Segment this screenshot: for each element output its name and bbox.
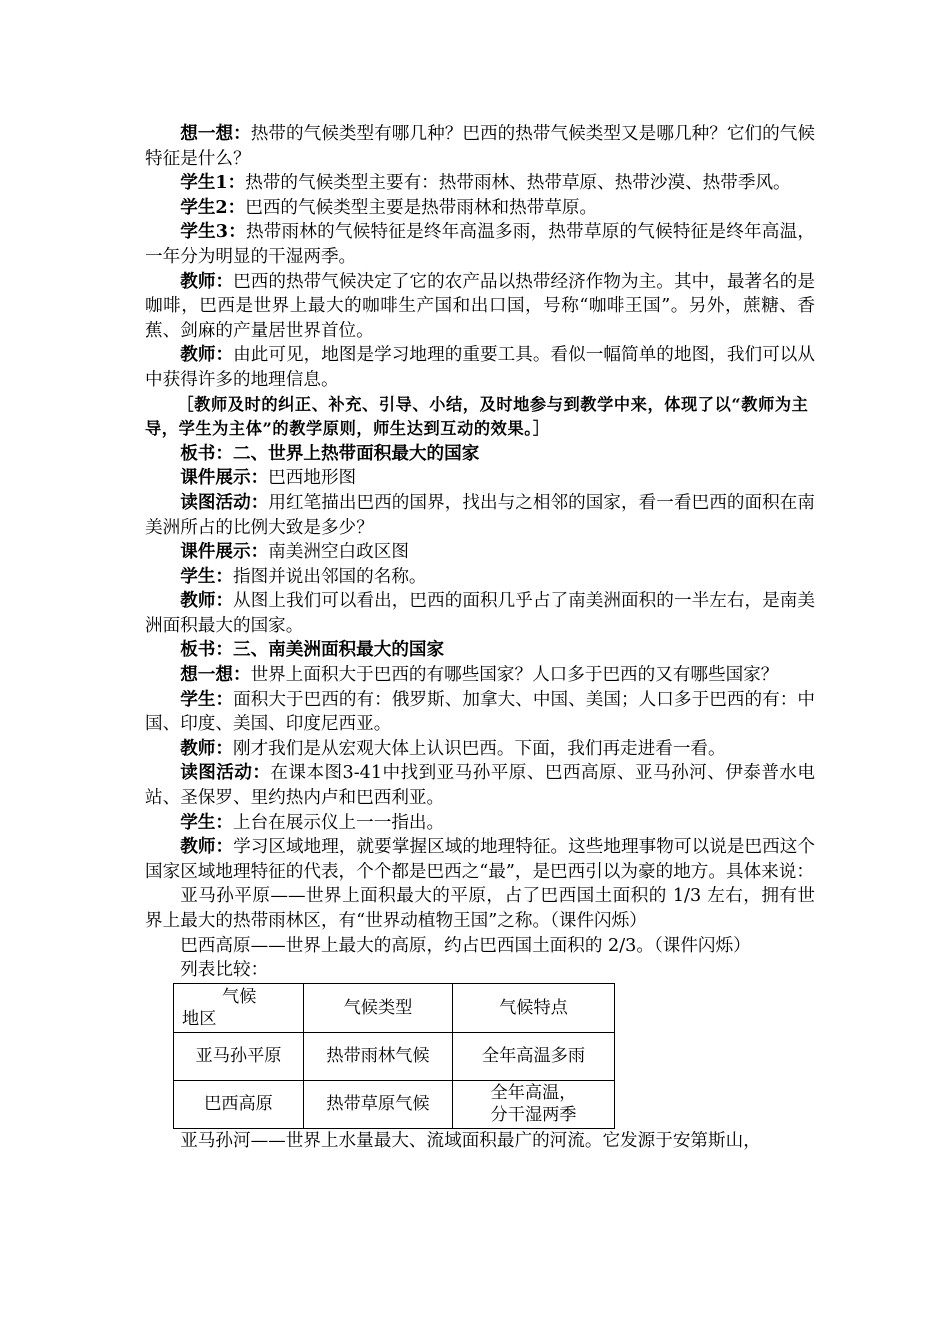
- speaker-label: 读图活动：: [180, 491, 269, 513]
- paragraph: [145, 884, 815, 933]
- table-header-row: [174, 983, 615, 1032]
- teaching-note: ［教师及时的纠正、补充、引导、小结，及时地参与到教学中来，体现了以“教师为主导，学生为主体”的教学原则，师生达到互动的效果。］: [145, 394, 809, 439]
- header-climate-label: 气候: [222, 986, 257, 1007]
- paragraph: [145, 688, 815, 737]
- paragraph-text: 列表比较：: [180, 960, 269, 981]
- paragraph-text: 由此可见，地图是学习地理的重要工具。看似一幅简单的地图，我们可以从中获得许多的地理信息。: [145, 345, 815, 390]
- paragraph-text: 用红笔描出巴西的国界，找出与之相邻的国家，看一看巴西的面积在南美洲所占的比例大致是多少？: [145, 492, 815, 538]
- document-page: [145, 122, 815, 1153]
- paragraph-text: 指图并说出邻国的名称。: [232, 566, 427, 587]
- table-header-cell: 气候类型: [304, 983, 453, 1032]
- paragraph: [145, 835, 815, 884]
- paragraph: [145, 220, 815, 269]
- paragraph-text: 世界上面积大于巴西的有哪些国家？人口多于巴西的又有哪些国家？: [250, 665, 779, 686]
- speaker-label: 教师：: [180, 270, 234, 292]
- table-cell-text: 全年高温，: [490, 1083, 577, 1104]
- paragraph: [145, 196, 815, 221]
- paragraph-text: 在课本图3-41中找到亚马孙平原、巴西高原、亚马孙河、伊泰普水电站、圣保罗、里约热内卢和巴西利亚。: [145, 763, 815, 809]
- paragraph-text: 热带的气候类型主要有：热带雨林、热带草原、热带沙漠、热带季风。: [245, 173, 791, 194]
- table-header-diagonal-cell: [174, 983, 304, 1032]
- paragraph: [145, 343, 815, 392]
- paragraph: [145, 811, 815, 836]
- table-cell: 热带雨林气候: [304, 1032, 453, 1080]
- paragraph-text: 从图上我们可以看出，巴西的面积几乎占了南美洲面积的一半左右，是南美洲面积最大的国家。: [145, 591, 815, 636]
- paragraph-text: 上台在展示仪上一一指出。: [232, 812, 445, 833]
- paragraph: [145, 761, 815, 810]
- paragraph: [145, 663, 815, 688]
- paragraph: [145, 466, 815, 491]
- paragraph: [145, 934, 815, 959]
- paragraph-text: 亚马孙平原——世界上面积最大的平原，占了巴西国土面积的 1/3 左右，拥有世界上最大的热带雨林区，有“世界动植物王国”之称。（课件闪烁）: [145, 886, 815, 931]
- table-cell: 巴西高原: [174, 1080, 304, 1128]
- table-cell: 热带草原气候: [304, 1080, 453, 1128]
- speaker-label: 学生：: [180, 811, 233, 833]
- speaker-label: 课件展示：: [180, 467, 269, 489]
- speaker-label: 读图活动：: [180, 762, 271, 784]
- speaker-label: 想一想：: [180, 123, 251, 144]
- header-region-label: 地区: [182, 1008, 217, 1029]
- paragraph: [145, 565, 815, 590]
- table-row: [174, 1080, 615, 1128]
- paragraph-text: 学习区域地理，就要掌握区域的地理特征。这些地理事物可以说是巴西这个国家区域地理特征的代表，个个都是巴西之“最”，是巴西引以为豪的地方。具体来说：: [145, 837, 815, 882]
- board-heading: 板书：三、南美洲面积最大的国家: [180, 639, 445, 661]
- paragraph-text: 热带的气候类型有哪几种？巴西的热带气候类型又是哪几种？它们的气候特征是什么？: [145, 124, 815, 169]
- paragraph: [145, 589, 815, 638]
- speaker-label: 学生3：: [180, 221, 246, 243]
- speaker-label: 教师：: [180, 737, 233, 759]
- table-cell-text: 全年高温多雨: [481, 1046, 586, 1067]
- speaker-label: 学生1：: [180, 172, 246, 194]
- speaker-label: 学生：: [180, 565, 233, 587]
- paragraph: 亚马孙河——世界上水量最大、流域面积最广的河流。它发源于安第斯山，: [180, 1130, 761, 1151]
- paragraph-text: 刚才我们是从宏观大体上认识巴西。下面，我们再走进看一看。: [232, 738, 726, 759]
- paragraph-text: 热带雨林的气候特征是终年高温多雨，热带草原的气候特征是终年高温，一年分为明显的干湿两季。: [145, 222, 815, 267]
- speaker-label: 教师：: [180, 344, 234, 366]
- board-heading: 板书：二、世界上热带面积最大的国家: [180, 442, 480, 464]
- paragraph: [145, 958, 815, 983]
- paragraph-text: 巴西高原——世界上最大的高原，约占巴西国土面积的 2/3。（课件闪烁）: [180, 935, 751, 956]
- table-header-cell: 气候特点: [453, 983, 615, 1032]
- paragraph: [145, 122, 815, 171]
- table-row: [174, 1032, 615, 1080]
- speaker-label: 想一想：: [180, 664, 251, 686]
- paragraph: [145, 491, 815, 540]
- speaker-label: 教师：: [180, 836, 234, 858]
- table-cell: 亚马孙平原: [174, 1032, 304, 1080]
- paragraph-text: 巴西地形图: [268, 468, 357, 489]
- paragraph-text: 面积大于巴西的有：俄罗斯、加拿大、中国、美国；人口多于巴西的有：中国、印度、美国、印度尼西亚。: [145, 689, 815, 735]
- paragraph: [145, 737, 815, 762]
- speaker-label: 教师：: [180, 590, 234, 612]
- paragraph: [145, 171, 815, 196]
- paragraph-text: 南美洲空白政区图: [268, 542, 409, 563]
- paragraph: [145, 270, 815, 344]
- table-cell: [453, 1080, 615, 1128]
- climate-comparison-table: [173, 983, 615, 1129]
- speaker-label: 学生2：: [180, 196, 246, 218]
- paragraph-text: 巴西的气候类型主要是热带雨林和热带草原。: [245, 197, 598, 218]
- speaker-label: 学生：: [180, 688, 234, 710]
- paragraph: [145, 540, 815, 565]
- speaker-label: 课件展示：: [180, 541, 269, 563]
- table-cell: [453, 1032, 615, 1080]
- table-cell-text: 分干湿两季: [490, 1105, 577, 1126]
- paragraph-text: 巴西的热带气候决定了它的农产品以热带经济作物为主。其中，最著名的是咖啡，巴西是世界上最大的咖啡生产国和出口国，号称“咖啡王国”。另外，蔗糖、香蕉、剑麻的产量居世界首位。: [145, 271, 815, 341]
